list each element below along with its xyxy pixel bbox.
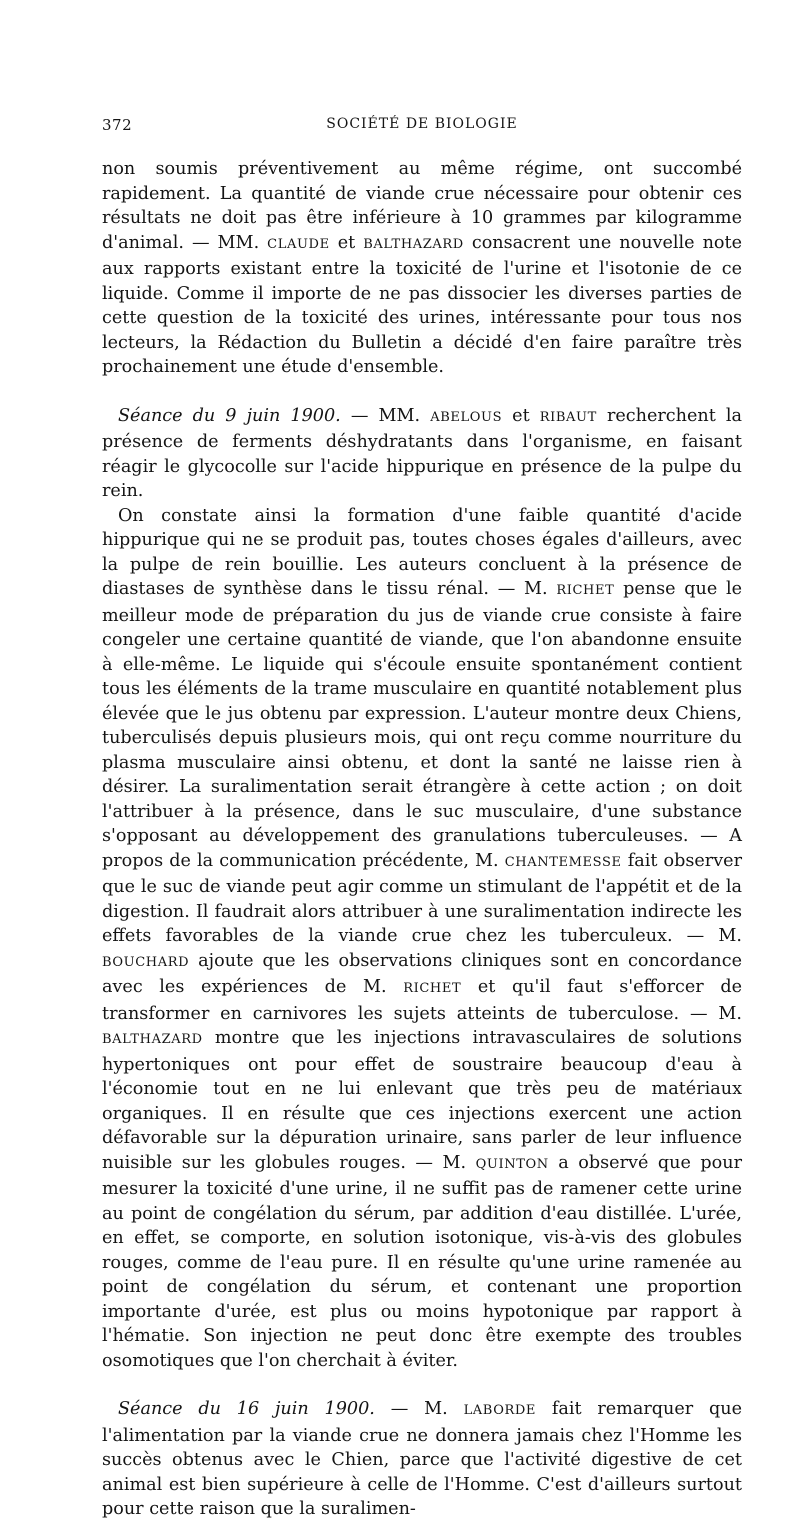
author-name: RICHET <box>403 981 462 996</box>
article-body <box>102 157 742 1522</box>
author-name: QUINTON <box>475 1156 549 1172</box>
author-name: BOUCHARD <box>102 954 190 970</box>
author-name: LABORDE <box>463 1403 537 1418</box>
paragraph-2: Séance du 9 juin 1900. — MM. ABELOUS et RIBAUT recherchent la présence de ferments déshydratants dans l'organisme, en faisant réagir le glycocolle sur l'acide hippurique en présence de la pulpe du rein. <box>102 405 742 501</box>
page-header <box>102 116 742 138</box>
author-name: RICHET <box>556 583 615 598</box>
page-number: 372 <box>102 116 133 134</box>
paragraph-1: non soumis préventivement au même régime, ont succombé rapidement. La quantité de viande crue nécessaire pour obtenir ces résultats ne doit pas être inférieure à 10 grammes par kilogramme d'animal. — MM. CLAUDE et BALTHAZARD consacrent une nouvelle note aux rapports existant entre la toxicité de l'urine et l'isotonie de ce liquide. Comme il importe de ne pas dissocier les diverses parties de cette question de la toxicité des urines, intéressante pour tous nos lecteurs, la Rédaction du Bulletin a décidé d'en faire paraître très prochainement une étude d'ensemble. <box>102 159 742 377</box>
running-head: SOCIÉTÉ DE BIOLOGIE <box>326 116 518 132</box>
author-name: ABELOUS <box>430 409 503 425</box>
session-date: Séance du 16 juin 1900. <box>118 1399 375 1419</box>
author-name: BALTHAZARD <box>102 1032 203 1047</box>
author-name: CHANTEMESSE <box>504 854 622 870</box>
paragraph-4: Séance du 16 juin 1900. — M. LABORDE fait remarquer que l'alimentation par la viande crue ne donnera jamais chez l'Homme les succès obtenus avec le Chien, parce que l'activité digestive de cet animal est bien supérieure à celle de l'Homme. C'est d'ailleurs surtout pour cette raison que la suralimen- <box>102 1399 742 1519</box>
author-name: CLAUDE <box>267 236 330 252</box>
paragraph-3: On constate ainsi la formation d'une faible quantité d'acide hippurique qui ne se produit pas, toutes choses égales d'ailleurs, avec la pulpe de rein bouillie. Les auteurs concluent à la présence de diastases de synthèse dans le tissu rénal. — M. RICHET pense que le meilleur mode de préparation du jus de viande crue consiste à faire congeler une certaine quantité de viande, que l'on abandonne ensuite à elle-même. Le liquide qui s'écoule ensuite spontanément contient tous les éléments de la trame musculaire en quantité notablement plus élevée que le jus obtenu par expression. L'auteur montre deux Chiens, tuberculisés depuis plusieurs mois, qui ont reçu comme nourriture du plasma musculaire ainsi obtenu, et dont la santé ne laisse rien à désirer. La suralimentation serait étrangère à cette action ; on doit l'attribuer à la présence, dans le suc musculaire, d'une substance s'opposant au développement des granulations tuberculeuses. — A propos de la communication précédente, M. CHANTEMESSE fait observer que le suc de viande peut agir comme un stimulant de l'appétit et de la digestion. Il faudrait alors attribuer à une suralimentation indirecte les effets favorables de la viande crue chez les tuberculeux. — M. BOUCHARD ajoute que les observations cliniques sont en concordance avec les expériences de M. RICHET et qu'il faut s'efforcer de transformer en carnivores les sujets atteints de tuberculose. — M. BALTHAZARD montre que les injections intravasculaires de solutions hypertoniques ont pour effet de soustraire beaucoup d'eau à l'économie tout en ne lui enlevant que très peu de matériaux organiques. Il en résulte que ces injections exercent une action défavorable sur la dépuration urinaire, sans parler de leur influence nuisible sur les globules rouges. — M. QUINTON a observé que pour mesurer la toxicité d'une urine, il ne suffit pas de ramener cette urine au point de congélation du sérum, par addition d'eau distillée. L'urée, en effet, se comporte, en solution isotonique, vis-à-vis des globules rouges, comme de l'eau pure. Il en résulte qu'une urine ramenée au point de congélation du sérum, et contenant une proportion importante d'urée, est plus ou moins hypotonique par rapport à l'hématie. Son injection ne peut donc être exempte des troubles osomotiques que l'on cherchait à éviter. <box>102 505 742 1371</box>
author-name: BALTHAZARD <box>363 236 464 252</box>
author-name: RIBAUT <box>539 409 597 425</box>
session-date: Séance du 9 juin 1900. <box>118 405 341 426</box>
